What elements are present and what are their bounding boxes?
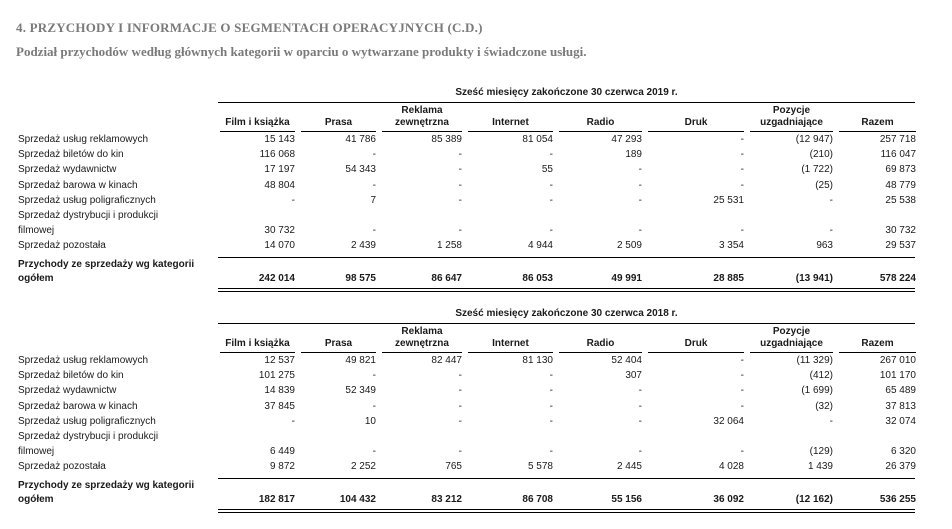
table-cell: - <box>549 179 553 191</box>
row-label: Sprzedaż barowa w kinach <box>18 400 138 412</box>
table-cell: - <box>458 400 462 412</box>
column-header: Pozycje uzgadniające <box>750 103 833 132</box>
column-header: Druk <box>648 103 744 132</box>
total-cell: 83 212 <box>431 493 462 505</box>
table-cell: 30 732 <box>885 225 916 237</box>
table-cell: 2 509 <box>616 240 642 252</box>
table-cell: - <box>549 446 553 458</box>
column-header: Reklama zewnętrzna <box>382 103 462 132</box>
total-cell: 55 156 <box>611 493 642 505</box>
total-cell: 242 014 <box>258 272 295 284</box>
table-cell: 1 439 <box>807 461 833 473</box>
table-cell: - <box>740 164 744 176</box>
row-label: Sprzedaż usług poligraficznych <box>18 194 156 206</box>
column-header: Internet <box>468 103 553 132</box>
table-cell: - <box>740 179 744 191</box>
total-cell: 49 991 <box>611 272 642 284</box>
table-cell: - <box>549 225 553 237</box>
row-label: Sprzedaż pozostała <box>18 461 106 473</box>
table-cell: 37 845 <box>264 400 295 412</box>
table-cell: - <box>291 415 295 427</box>
row-label: Sprzedaż pozostała <box>18 240 106 252</box>
column-header: Film i książka <box>220 103 295 132</box>
table-cell: 48 804 <box>264 179 295 191</box>
total-cell: 28 885 <box>713 272 744 284</box>
column-header: Reklama zewnętrzna <box>382 324 462 353</box>
table-cell: 41 786 <box>345 134 376 145</box>
table-cell: 4 944 <box>527 240 553 252</box>
total-cell: 98 575 <box>345 272 376 284</box>
column-header: Prasa <box>301 103 376 132</box>
row-label: filmowej <box>18 225 55 237</box>
total-bottom-rule <box>218 509 915 513</box>
table-cell: - <box>740 370 744 382</box>
table-cell: 15 143 <box>264 134 295 145</box>
table-cell: 25 531 <box>713 194 744 206</box>
total-cell: 578 224 <box>879 272 916 284</box>
total-label: Przychody ze sprzedaży wg kategorii <box>18 258 195 270</box>
table-cell: 2 439 <box>350 240 376 252</box>
table-cell: - <box>549 194 553 206</box>
total-cell: (12 162) <box>795 493 833 505</box>
table-cell: (1 699) <box>801 385 833 397</box>
table-cell: 101 275 <box>258 370 295 382</box>
table-cell: 14 839 <box>264 385 295 397</box>
table-cell: 257 718 <box>879 134 916 145</box>
table-cell: (12 947) <box>795 134 833 145</box>
table-cell: 116 047 <box>880 149 916 161</box>
table-cell: - <box>740 385 744 397</box>
table-cell: - <box>549 415 553 427</box>
table-cell: 3 354 <box>718 240 744 252</box>
table-cell: (1 722) <box>801 164 833 176</box>
table-cell: 2 252 <box>350 461 376 473</box>
table-cell: 48 779 <box>885 179 916 191</box>
row-label: Sprzedaż usług reklamowych <box>18 355 149 366</box>
table-cell: - <box>291 194 295 206</box>
period-header: Sześć miesięcy zakończone 30 czerwca 2019 r. <box>218 86 915 103</box>
total-label: ogółem <box>18 272 54 284</box>
table-cell: - <box>458 225 462 237</box>
table-cell: 4 028 <box>718 461 744 473</box>
table-cell: 37 813 <box>885 400 916 412</box>
table-cell: - <box>638 225 642 237</box>
total-cell: 182 817 <box>258 493 295 505</box>
table-cell: - <box>638 415 642 427</box>
table-cell: 32 064 <box>713 415 744 427</box>
row-label: Sprzedaż usług reklamowych <box>18 134 149 145</box>
table-cell: 55 <box>541 164 553 176</box>
table-cell: 2 445 <box>616 461 642 473</box>
table-cell: 189 <box>625 149 642 161</box>
table-cell: (210) <box>809 149 833 161</box>
table-cell: - <box>638 179 642 191</box>
table-cell: 101 170 <box>879 370 916 382</box>
table-cell: - <box>740 134 744 145</box>
table-cell: - <box>638 385 642 397</box>
column-header: Film i książka <box>220 324 295 353</box>
table-cell: 9 872 <box>269 461 295 473</box>
table-cell: - <box>458 194 462 206</box>
table-cell: (129) <box>809 446 833 458</box>
column-header: Prasa <box>301 324 376 353</box>
table-cell: - <box>372 179 376 191</box>
table-cell: - <box>549 385 553 397</box>
table-cell: - <box>458 149 462 161</box>
table-cell: - <box>549 370 553 382</box>
table-cell: 32 074 <box>885 415 916 427</box>
table-cell: (32) <box>815 400 833 412</box>
table-cell: - <box>458 415 462 427</box>
table-cell: (25) <box>815 179 833 191</box>
table-cell: - <box>740 446 744 458</box>
table-cell: 26 379 <box>885 461 916 473</box>
table-cell: 7 <box>370 194 376 206</box>
total-cell: 86 053 <box>522 272 553 284</box>
table-cell: 65 489 <box>885 385 916 397</box>
table-cell: 81 130 <box>522 355 553 366</box>
column-header: Razem <box>839 324 916 353</box>
total-bottom-rule <box>218 288 915 292</box>
column-header: Pozycje uzgadniające <box>750 324 833 353</box>
total-cell: 536 255 <box>879 493 916 505</box>
table-cell: - <box>458 385 462 397</box>
table-cell: 6 449 <box>269 446 295 458</box>
total-top-rule <box>218 257 915 258</box>
table-cell: 17 197 <box>264 164 295 176</box>
total-top-rule <box>218 478 915 479</box>
table-cell: 81 054 <box>522 134 553 145</box>
table-cell: 52 349 <box>345 385 376 397</box>
table-cell: 765 <box>445 461 462 473</box>
total-cell: 104 432 <box>339 493 376 505</box>
table-cell: 69 873 <box>885 164 916 176</box>
table-cell: 963 <box>816 240 833 252</box>
table-cell: 10 <box>364 415 376 427</box>
section-subheading: Podział przychodów według głównych kategorii w oparciu o wytwarzane produkty i świadczone usługi. <box>16 44 587 59</box>
total-cell: 86 708 <box>522 493 553 505</box>
table-cell: - <box>372 446 376 458</box>
row-label: Sprzedaż usług poligraficznych <box>18 415 156 427</box>
table-cell: 54 343 <box>345 164 376 176</box>
total-cell: (13 941) <box>795 272 833 284</box>
row-label: Sprzedaż wydawnictw <box>18 164 117 176</box>
table-cell: - <box>372 149 376 161</box>
table-cell: 82 447 <box>431 355 462 366</box>
table-cell: - <box>740 355 744 366</box>
table-cell: - <box>638 164 642 176</box>
table-cell: - <box>829 225 833 237</box>
table-cell: - <box>740 225 744 237</box>
row-label: Sprzedaż dystrybucji i produkcji <box>18 210 159 221</box>
table-cell: 1 258 <box>436 240 462 252</box>
table-cell: - <box>372 370 376 382</box>
table-cell: 85 389 <box>431 134 462 145</box>
table-cell: 6 320 <box>890 446 916 458</box>
row-label: Sprzedaż biletów do kin <box>18 149 124 161</box>
table-cell: 49 821 <box>345 355 376 366</box>
table-cell: (412) <box>809 370 833 382</box>
row-label: Sprzedaż biletów do kin <box>18 370 124 382</box>
table-cell: 47 293 <box>611 134 642 145</box>
total-label: ogółem <box>18 493 54 505</box>
table-cell: 5 578 <box>527 461 553 473</box>
table-cell: 12 537 <box>264 355 295 366</box>
table-cell: (11 329) <box>796 355 833 366</box>
row-label: Sprzedaż dystrybucji i produkcji <box>18 431 159 442</box>
section-heading: 4. PRZYCHODY I INFORMACJE O SEGMENTACH OPERACYJNYCH (C.D.) <box>16 20 483 35</box>
table-cell: - <box>458 370 462 382</box>
row-label: Sprzedaż barowa w kinach <box>18 179 138 191</box>
table-cell: - <box>458 446 462 458</box>
table-cell: - <box>740 400 744 412</box>
table-cell: 307 <box>625 370 642 382</box>
column-header: Razem <box>839 103 916 132</box>
table-cell: 267 010 <box>879 355 916 366</box>
table-cell: - <box>638 400 642 412</box>
table-cell: - <box>829 415 833 427</box>
table-cell: - <box>458 179 462 191</box>
table-cell: - <box>549 400 553 412</box>
table-cell: - <box>829 194 833 206</box>
table-cell: - <box>458 164 462 176</box>
column-header: Radio <box>559 324 642 353</box>
table-cell: - <box>549 149 553 161</box>
table-cell: 14 070 <box>264 240 295 252</box>
table-cell: 116 068 <box>259 149 295 161</box>
table-cell: - <box>638 446 642 458</box>
row-label: filmowej <box>18 446 55 458</box>
table-cell: - <box>372 225 376 237</box>
table-cell: 25 538 <box>885 194 916 206</box>
row-label: Sprzedaż wydawnictw <box>18 385 117 397</box>
period-header: Sześć miesięcy zakończone 30 czerwca 2018 r. <box>218 307 915 324</box>
column-header: Internet <box>468 324 553 353</box>
table-cell: - <box>740 149 744 161</box>
column-header: Radio <box>559 103 642 132</box>
table-cell: - <box>372 400 376 412</box>
column-header: Druk <box>648 324 744 353</box>
total-cell: 86 647 <box>431 272 462 284</box>
total-label: Przychody ze sprzedaży wg kategorii <box>18 479 195 491</box>
table-cell: 52 404 <box>611 355 642 366</box>
table-cell: 29 537 <box>885 240 916 252</box>
table-cell: 30 732 <box>264 225 295 237</box>
table-cell: - <box>638 194 642 206</box>
total-cell: 36 092 <box>713 493 744 505</box>
